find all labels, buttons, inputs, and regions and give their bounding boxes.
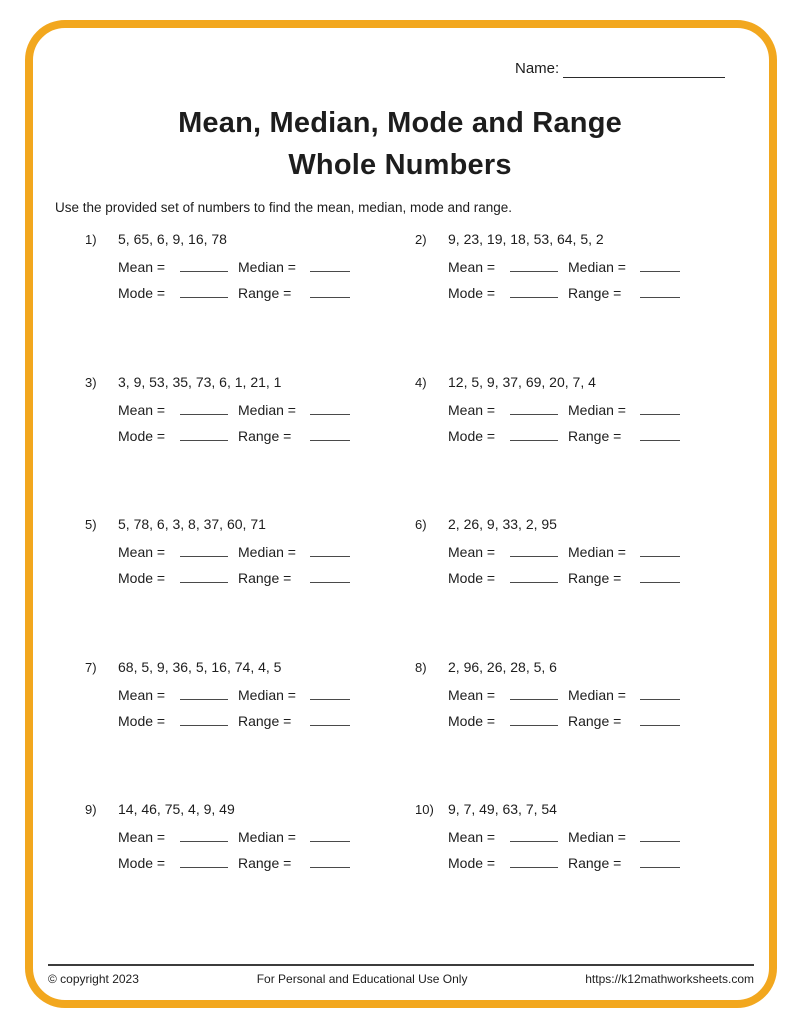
problem-number: 4) — [415, 374, 427, 390]
range-answer-blank[interactable] — [640, 711, 680, 726]
mean-label: Mean = — [118, 401, 166, 418]
range-label: Range = — [568, 427, 622, 444]
mode-label: Mode = — [448, 427, 496, 444]
median-answer-blank[interactable] — [310, 542, 350, 557]
median-label: Median = — [238, 401, 296, 418]
problem-head — [415, 801, 747, 821]
mode-answer-blank[interactable] — [510, 283, 558, 298]
name-label: Name: — [515, 60, 560, 77]
mean-label: Mean = — [118, 829, 166, 845]
mode-answer-blank[interactable] — [510, 711, 558, 726]
name-answer-blank[interactable] — [563, 61, 725, 78]
median-answer-blank[interactable] — [640, 400, 680, 415]
problem-item — [85, 374, 415, 517]
mean-median-row — [118, 400, 415, 426]
mode-label: Mode = — [448, 712, 496, 729]
mean-median-row — [448, 257, 747, 283]
mode-range-row — [118, 853, 415, 879]
problem-number-set: 3, 9, 53, 35, 73, 6, 1, 21, 1 — [118, 373, 282, 390]
problem-number: 3) — [85, 374, 97, 390]
problem-number-set: 9, 23, 19, 18, 53, 64, 5, 2 — [448, 231, 604, 247]
problem-head — [85, 659, 415, 679]
footer — [48, 972, 754, 986]
problem-item — [85, 516, 415, 659]
mean-median-row — [118, 685, 415, 711]
mean-label: Mean = — [118, 544, 166, 560]
problem-head — [415, 659, 747, 679]
problem-head — [415, 374, 747, 394]
range-label: Range = — [238, 712, 292, 729]
mean-label: Mean = — [448, 401, 496, 418]
mean-median-row — [118, 827, 415, 853]
mode-range-row — [448, 853, 747, 879]
median-label: Median = — [568, 686, 626, 703]
problem-item — [85, 659, 415, 802]
mode-answer-blank[interactable] — [510, 853, 558, 868]
median-label: Median = — [238, 544, 296, 560]
mode-answer-blank[interactable] — [180, 711, 228, 726]
problem-number-set: 5, 78, 6, 3, 8, 37, 60, 71 — [118, 516, 266, 532]
problem-number: 6) — [415, 517, 427, 532]
mode-answer-blank[interactable] — [180, 853, 228, 868]
mean-label: Mean = — [448, 259, 496, 275]
mode-answer-blank[interactable] — [180, 283, 228, 298]
median-label: Median = — [238, 686, 296, 703]
median-label: Median = — [238, 259, 296, 275]
problem-item — [415, 516, 747, 659]
mode-answer-blank[interactable] — [510, 568, 558, 583]
problem-head — [85, 374, 415, 394]
mean-median-row — [448, 542, 747, 568]
median-label: Median = — [568, 259, 626, 275]
problem-number: 10) — [415, 802, 434, 817]
median-answer-blank[interactable] — [640, 827, 680, 842]
footer-divider — [48, 964, 754, 966]
range-answer-blank[interactable] — [310, 711, 350, 726]
mode-answer-blank[interactable] — [510, 426, 558, 441]
mean-answer-blank[interactable] — [510, 400, 558, 415]
median-answer-blank[interactable] — [310, 827, 350, 842]
name-field-row — [515, 60, 725, 78]
mean-median-row — [118, 257, 415, 283]
median-label: Median = — [568, 401, 626, 418]
problem-number-set: 14, 46, 75, 4, 9, 49 — [118, 801, 235, 817]
problem-item — [415, 659, 747, 802]
mean-answer-blank[interactable] — [510, 827, 558, 842]
problem-item — [85, 231, 415, 374]
median-label: Median = — [238, 829, 296, 845]
problem-head — [415, 516, 747, 536]
problem-number: 9) — [85, 802, 97, 817]
median-label: Median = — [568, 829, 626, 845]
range-answer-blank[interactable] — [310, 853, 350, 868]
mode-answer-blank[interactable] — [180, 426, 228, 441]
mean-label: Mean = — [448, 829, 496, 845]
mode-range-row — [448, 426, 747, 452]
problem-number-set: 2, 26, 9, 33, 2, 95 — [448, 516, 557, 532]
problem-head — [415, 231, 747, 251]
problem-number-set: 2, 96, 26, 28, 5, 6 — [448, 658, 557, 675]
mode-label: Mode = — [118, 570, 166, 586]
range-label: Range = — [568, 570, 622, 586]
median-answer-blank[interactable] — [310, 400, 350, 415]
footer-url[interactable]: https://k12mathworksheets.com — [585, 972, 754, 986]
problem-item — [415, 374, 747, 517]
median-answer-blank[interactable] — [310, 257, 350, 272]
problem-item — [415, 801, 747, 944]
problem-number: 7) — [85, 659, 97, 675]
mean-answer-blank[interactable] — [510, 257, 558, 272]
problem-number: 5) — [85, 517, 97, 532]
mode-label: Mode = — [118, 712, 166, 729]
median-answer-blank[interactable] — [310, 685, 350, 700]
range-label: Range = — [568, 712, 622, 729]
problems-grid — [85, 231, 747, 944]
range-label: Range = — [238, 285, 292, 301]
mode-range-row — [118, 426, 415, 452]
range-label: Range = — [568, 285, 622, 301]
median-answer-blank[interactable] — [640, 685, 680, 700]
problem-number-set: 5, 65, 6, 9, 16, 78 — [118, 231, 227, 247]
mode-range-row — [448, 283, 747, 309]
range-answer-blank[interactable] — [640, 283, 680, 298]
mean-answer-blank[interactable] — [510, 542, 558, 557]
mean-answer-blank[interactable] — [180, 542, 228, 557]
mode-label: Mode = — [118, 855, 166, 871]
page-title-line2: Whole Numbers — [288, 149, 512, 181]
mode-range-row — [118, 568, 415, 594]
mode-answer-blank[interactable] — [180, 568, 228, 583]
mode-label: Mode = — [448, 285, 496, 301]
mode-range-row — [118, 283, 415, 309]
mode-range-row — [118, 711, 415, 737]
mean-label: Mean = — [448, 686, 496, 703]
range-answer-blank[interactable] — [640, 853, 680, 868]
mean-answer-blank[interactable] — [180, 257, 228, 272]
mean-median-row — [448, 685, 747, 711]
mean-label: Mean = — [118, 259, 166, 275]
range-answer-blank[interactable] — [640, 568, 680, 583]
range-label: Range = — [238, 855, 292, 871]
mode-range-row — [448, 711, 747, 737]
range-label: Range = — [238, 427, 292, 444]
problem-head — [85, 231, 415, 251]
mode-label: Mode = — [118, 427, 166, 444]
range-label: Range = — [238, 570, 292, 586]
mean-answer-blank[interactable] — [180, 400, 228, 415]
problem-head — [85, 801, 415, 821]
mean-median-row — [448, 400, 747, 426]
mode-label: Mode = — [118, 285, 166, 301]
mean-answer-blank[interactable] — [510, 685, 558, 700]
problem-item — [85, 801, 415, 944]
page-title-line1: Mean, Median, Mode and Range — [178, 107, 622, 139]
median-label: Median = — [568, 544, 626, 560]
range-answer-blank[interactable] — [310, 568, 350, 583]
footer-copyright: © copyright 2023 — [48, 972, 139, 986]
problem-head — [85, 516, 415, 536]
problem-number: 2) — [415, 232, 427, 247]
mean-label: Mean = — [448, 544, 496, 560]
mean-median-row — [118, 542, 415, 568]
problem-number-set: 9, 7, 49, 63, 7, 54 — [448, 801, 557, 817]
mode-label: Mode = — [448, 855, 496, 871]
problem-number: 1) — [85, 232, 97, 247]
problem-item — [415, 231, 747, 374]
mean-answer-blank[interactable] — [180, 827, 228, 842]
mean-median-row — [448, 827, 747, 853]
mean-label: Mean = — [118, 686, 166, 703]
range-label: Range = — [568, 855, 622, 871]
mean-answer-blank[interactable] — [180, 685, 228, 700]
range-answer-blank[interactable] — [310, 426, 350, 441]
median-answer-blank[interactable] — [640, 542, 680, 557]
instruction-text: Use the provided set of numbers to find the mean, median, mode and range. — [55, 200, 513, 215]
problem-number-set: 12, 5, 9, 37, 69, 20, 7, 4 — [448, 373, 596, 390]
mode-label: Mode = — [448, 570, 496, 586]
mode-range-row — [448, 568, 747, 594]
range-answer-blank[interactable] — [310, 283, 350, 298]
problem-number-set: 68, 5, 9, 36, 5, 16, 74, 4, 5 — [118, 658, 282, 675]
median-answer-blank[interactable] — [640, 257, 680, 272]
range-answer-blank[interactable] — [640, 426, 680, 441]
footer-usage: For Personal and Educational Use Only — [256, 972, 468, 986]
problem-number: 8) — [415, 659, 427, 675]
page-title — [0, 102, 800, 186]
